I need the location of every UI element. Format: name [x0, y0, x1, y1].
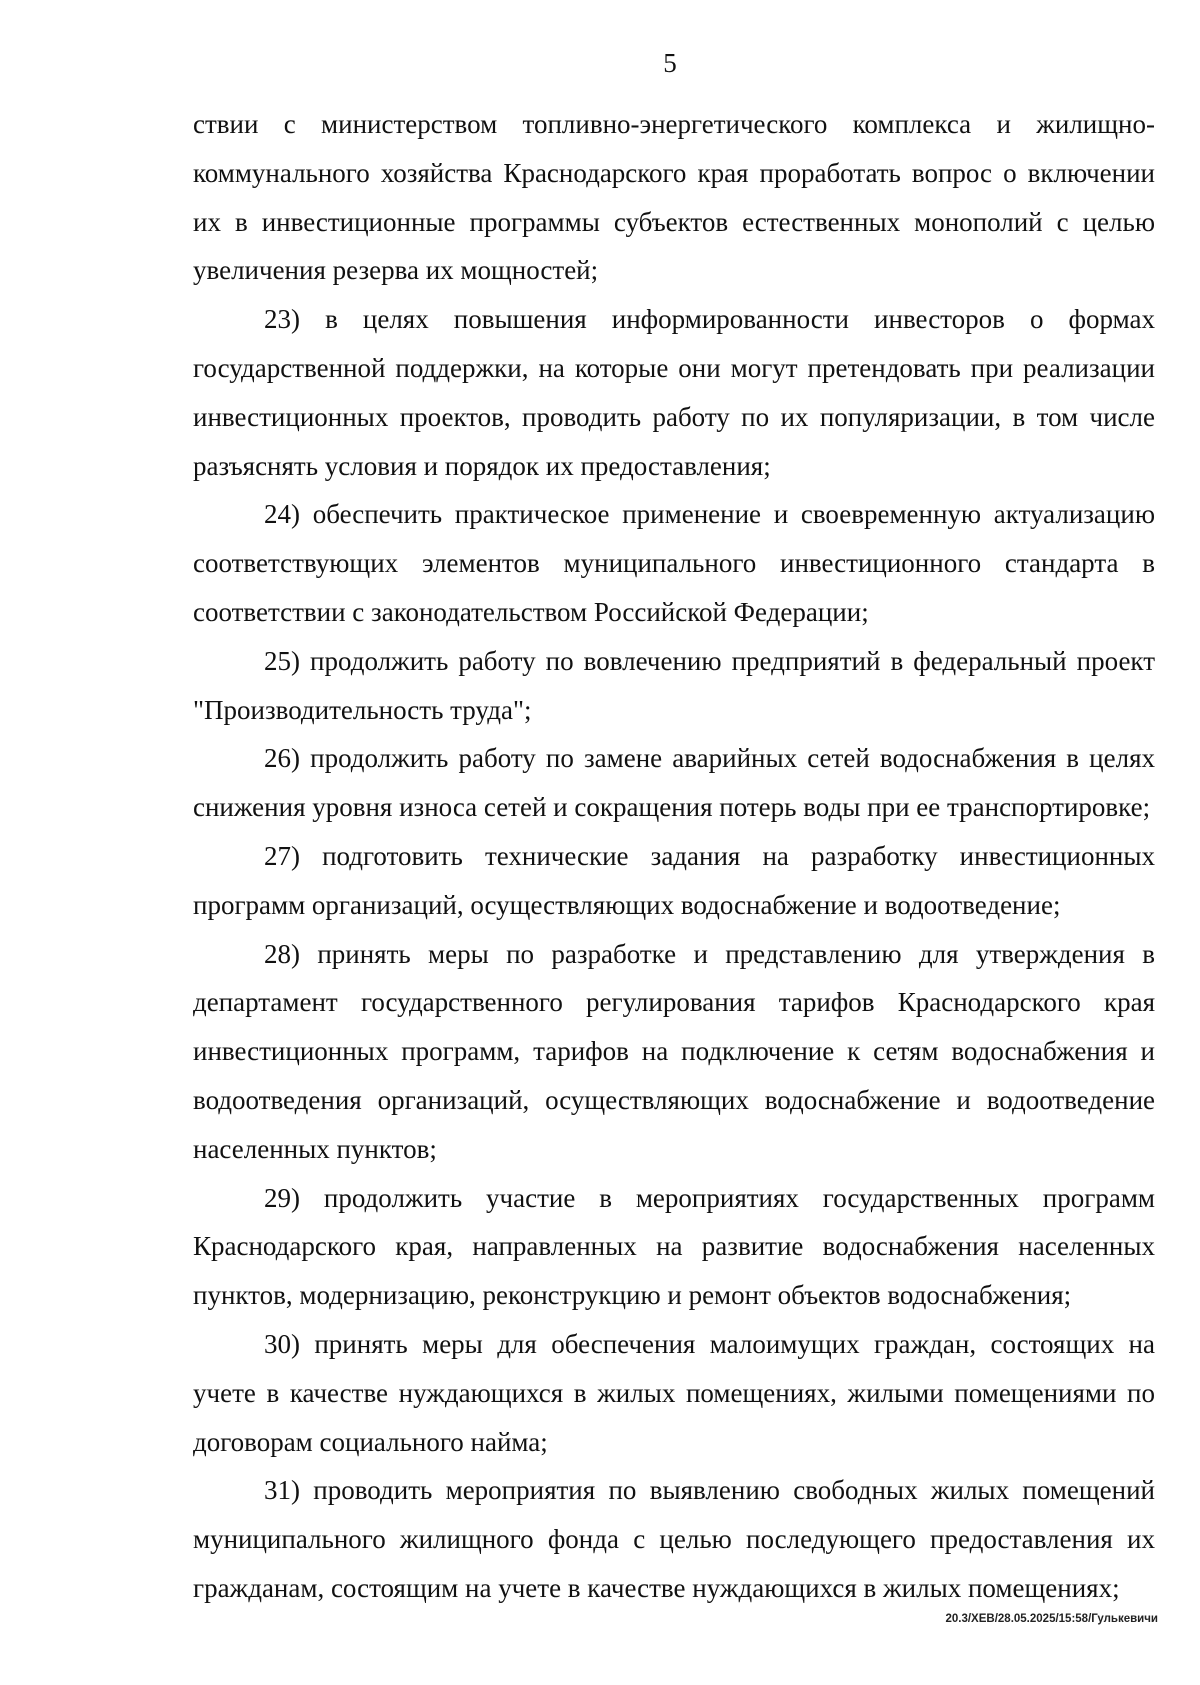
- continuation-paragraph: ствии с министерством топливно-энергетического комплекса и жилищно-коммунального хозяйства Краснодарского края проработать вопрос о включении их в инвестиционные программы субъектов естественных монополий с целью увеличения резерва их мощностей;: [193, 109, 1155, 286]
- paragraph-item-28: 28) принять меры по разработке и представлению для утверждения в департамент государственного регулирования тарифов Краснодарского края инвестиционных программ, тарифов на подключение к сетям водоснабжения и водоотведения организаций, осуществляющих водоснабжение и водоотведение населенных пунктов;: [193, 938, 1155, 1164]
- document-footer-code: 20.3/ХЕВ/28.05.2025/15:58/Гулькевичи: [945, 1613, 1158, 1625]
- paragraph-item-31: 31) проводить мероприятия по выявлению свободных жилых помещений муниципального жилищного фонда с целью последующего предоставления их гражданам, состоящим на учете в качестве нуждающихся в жилых помещениях;: [193, 1475, 1155, 1603]
- paragraph-item-23: 23) в целях повышения информированности инвесторов о формах государственной поддержки, на которые они могут претендовать при реализации инвестиционных проектов, проводить работу по их популяризации, в том числе разъяснять условия и порядок их предоставления;: [193, 304, 1155, 481]
- paragraph-item-29: 29) продолжить участие в мероприятиях государственных программ Краснодарского края, направленных на развитие водоснабжения населенных пунктов, модернизацию, реконструкцию и ремонт объектов водоснабжения;: [193, 1182, 1155, 1311]
- paragraph-item-30: 30) принять меры для обеспечения малоимущих граждан, состоящих на учете в качестве нуждающихся в жилых помещениях, жилыми помещениями по договорам социального найма;: [193, 1328, 1155, 1457]
- paragraph-item-24: 24) обеспечить практическое применение и своевременную актуализацию соответствующих элементов муниципального инвестиционного стандарта в соответствии с законодательством Российской Федерации;: [193, 499, 1155, 627]
- page-number: 5: [663, 48, 677, 78]
- paragraph-item-25: 25) продолжить работу по вовлечению предприятий в федеральный проект "Производительность труда";: [193, 645, 1155, 725]
- document-body: [193, 100, 1155, 1613]
- paragraph-item-26: 26) продолжить работу по замене аварийных сетей водоснабжения в целях снижения уровня износа сетей и сокращения потерь воды при ее транспортировке;: [193, 743, 1155, 823]
- paragraph-item-27: 27) подготовить технические задания на разработку инвестиционных программ организаций, осуществляющих водоснабжение и водоотведение;: [193, 840, 1155, 920]
